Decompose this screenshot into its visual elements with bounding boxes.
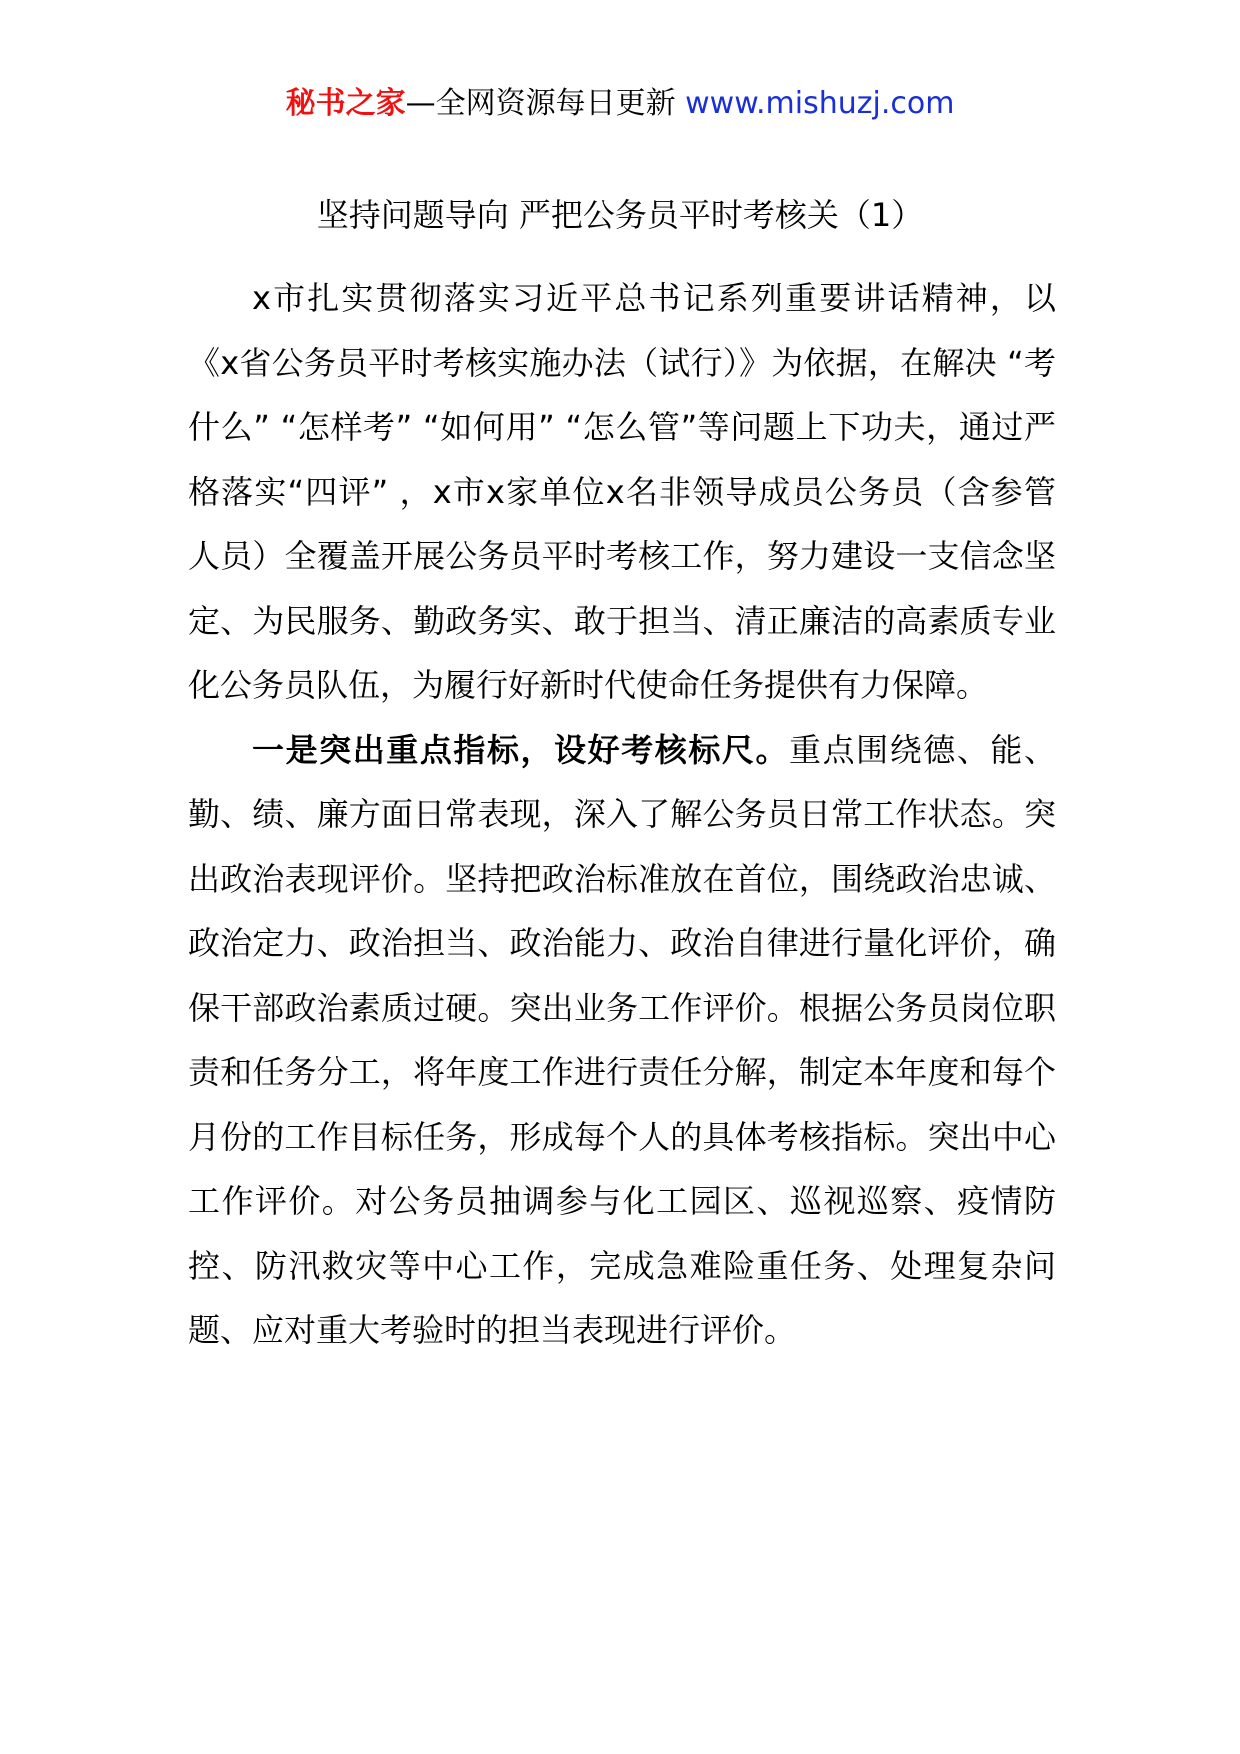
document-title: 坚持问题导向 严把公务员平时考核关（1）: [316, 196, 924, 234]
document-body: [188, 266, 1056, 1363]
paragraph-lead-heading: 一是突出重点指标，设好考核标尺。: [252, 730, 790, 769]
paragraph-key-indicators-text: 重点围绕德、能、勤、绩、廉方面日常表现，深入了解公务员日常工作状态。突出政治表现评价。坚持把政治标准放在首位，围绕政治忠诚、政治定力、政治担当、政治能力、政治自律进行量化评价，确保干部政治素质过硬。突出业务工作评价。根据公务员岗位职责和任务分工，将年度工作进行责任分解，制定本年度和每个月份的工作目标任务，形成每个人的具体考核指标。突出中心工作评价。对公务员抽调参与化工园区、巡视巡察、疫情防控、防汛救灾等中心工作，完成急难险重任务、处理复杂问题、应对重大考验时的担当表现进行评价。: [188, 730, 1056, 1349]
site-header: [0, 84, 1240, 124]
paragraph-intro-text: x市扎实贯彻落实习近平总书记系列重要讲话精神，以《x省公务员平时考核实施办法（试行）》为依据，在解决 “考什么” “怎样考” “如何用” “怎么管”等问题上下功夫，通过严格落实“四评” ，x市x家单位x名非领导成员公务员（含参管人员）全覆盖开展公务员平时考核工作，努力建设一支信念坚定、为民服务、勤政务实、敢于担当、清正廉洁的高素质专业化公务员队伍，为履行好新时代使命任务提供有力保障。: [188, 279, 1056, 704]
site-tagline: —全网资源每日更新: [405, 86, 676, 121]
site-url-link[interactable]: www.mishuzj.com: [685, 86, 955, 121]
paragraph-key-indicators: [188, 718, 1056, 1363]
paragraph-intro: [188, 266, 1056, 718]
site-brand: 秘书之家: [285, 86, 406, 121]
